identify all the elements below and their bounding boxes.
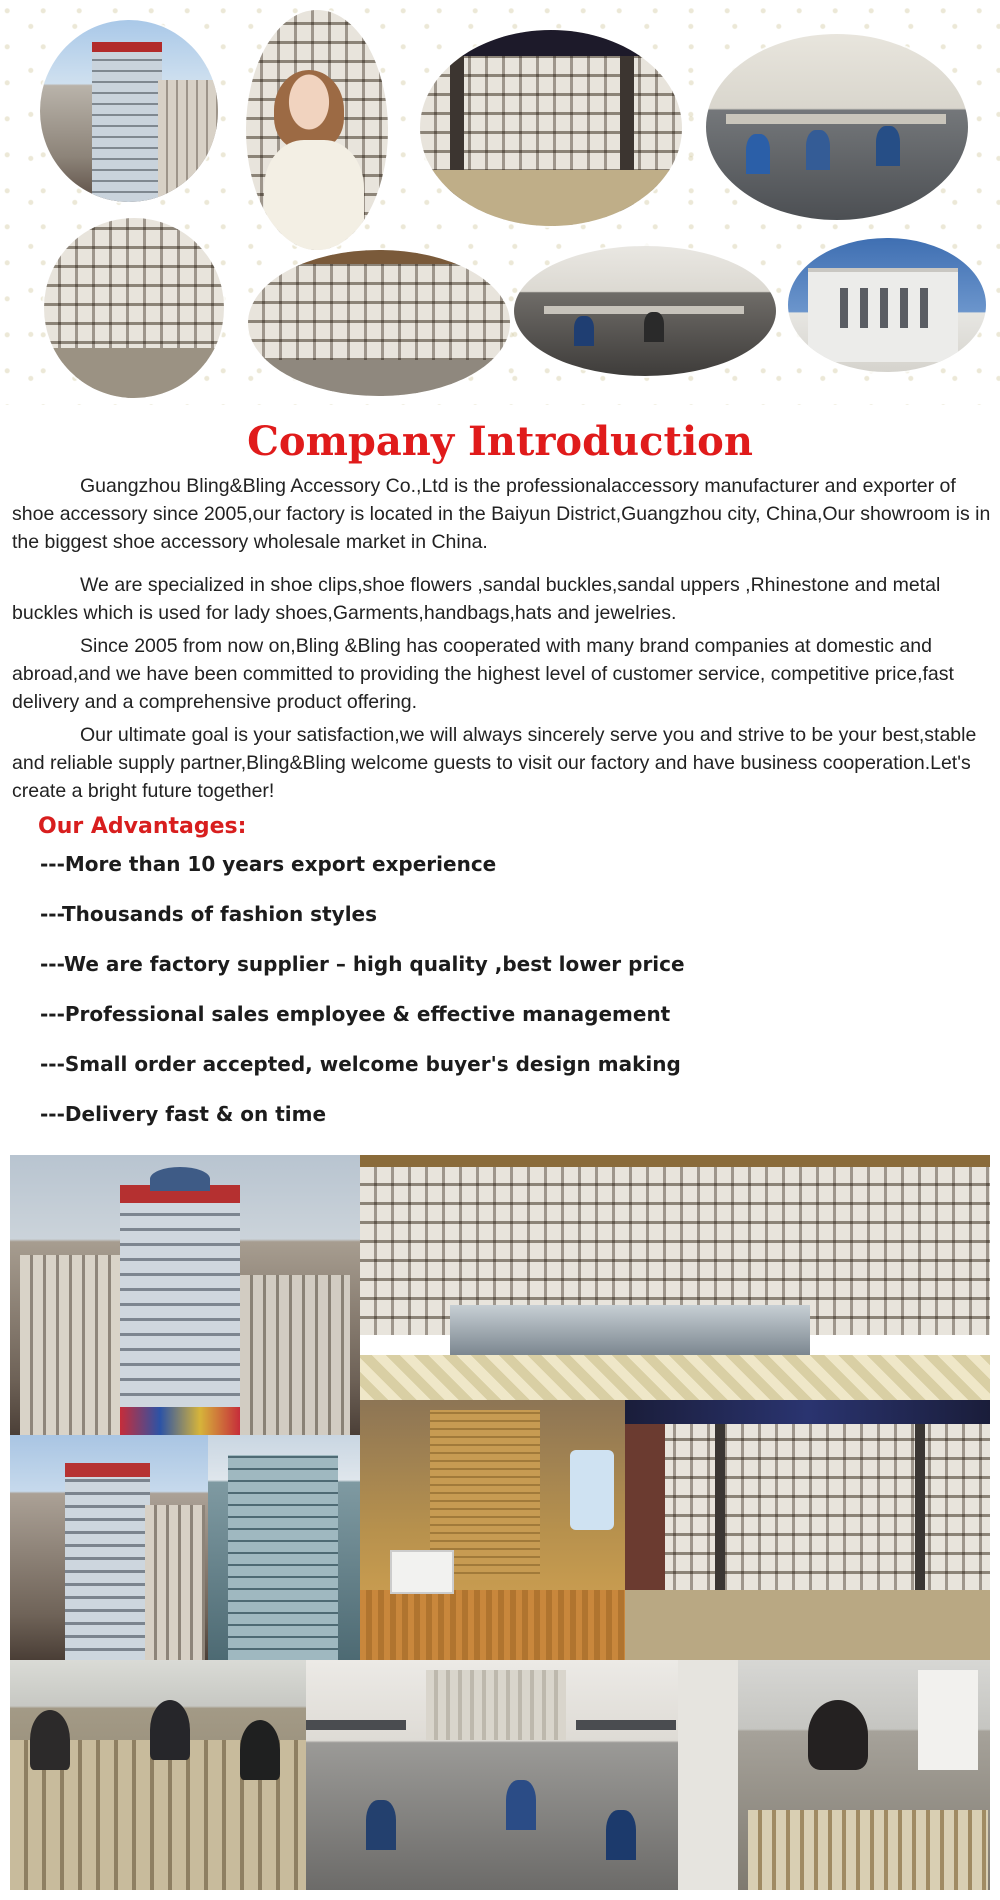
- photo-glass-showroom-2: [625, 1400, 990, 1660]
- oval-photo-workshop: [706, 34, 968, 220]
- oval-photo-showroom-corner: [44, 218, 224, 398]
- photo-workers-table-1: [10, 1660, 306, 1890]
- intro-paragraph-3-text: Since 2005 from now on,Bling &Bling has cooperated with many brand companies at domestic and abroad,and we have been committed to providing the highest level of customer service, competitive price,fast delivery and a comprehensive product offering.: [12, 635, 954, 713]
- top-photo-collage: [0, 0, 1000, 405]
- oval-photo-woman-showroom: [246, 10, 388, 250]
- photo-showroom-panorama: [360, 1155, 990, 1400]
- oval-photo-production-line: [514, 246, 776, 376]
- intro-paragraph-2-text: We are specialized in shoe clips,shoe flowers ,sandal buckles,sandal uppers ,Rhinestone and metal buckles which is used for lady shoes,Garments,handbags,hats and jewelries.: [12, 574, 941, 624]
- our-advantages-title: Our Advantages:: [38, 814, 247, 839]
- intro-paragraph-1: [12, 472, 994, 556]
- advantage-item: ---More than 10 years export experience: [40, 852, 497, 876]
- oval-photo-glass-showroom: [420, 30, 682, 226]
- advantage-item: ---Small order accepted, welcome buyer's design making: [40, 1052, 681, 1076]
- oval-photo-factory-building: [788, 238, 986, 372]
- advantage-item: ---We are factory supplier – high quality ,best lower price: [40, 952, 685, 976]
- photo-market-building-2: [10, 1435, 208, 1660]
- company-introduction-title: Company Introduction: [247, 418, 753, 465]
- intro-paragraph-2: [12, 571, 994, 627]
- advantage-item: ---Thousands of fashion styles: [40, 902, 378, 926]
- photo-glass-office-tower: [208, 1435, 360, 1660]
- photo-worker-closeup: [678, 1660, 990, 1890]
- intro-paragraph-3: [12, 632, 994, 716]
- oval-photo-showroom-wall: [248, 250, 510, 396]
- oval-photo-market-building: [40, 20, 218, 202]
- advantage-item: ---Professional sales employee & effective management: [40, 1002, 671, 1026]
- photo-workshop-2: [306, 1660, 678, 1890]
- advantages-list: [40, 850, 685, 1150]
- intro-paragraph-1-text: Guangzhou Bling&Bling Accessory Co.,Ltd is the professionalaccessory manufacturer and exporter of shoe accessory since 2005,our factory is located in the Baiyun District,Guangzhou city, China,Our showroom is in the biggest shoe accessory wholesale market in China.: [12, 475, 991, 553]
- intro-paragraph-4-text: Our ultimate goal is your satisfaction,we will always sincerely serve you and strive to be your best,stable and reliable supply partner,Bling&Bling welcome guests to visit our factory and have business cooperation.Let's create a bright future together!: [12, 724, 977, 802]
- intro-paragraph-4: [12, 721, 994, 805]
- advantage-item: ---Delivery fast & on time: [40, 1102, 327, 1126]
- photo-reception-desk: [360, 1400, 625, 1660]
- photo-market-building-tall: [10, 1155, 360, 1435]
